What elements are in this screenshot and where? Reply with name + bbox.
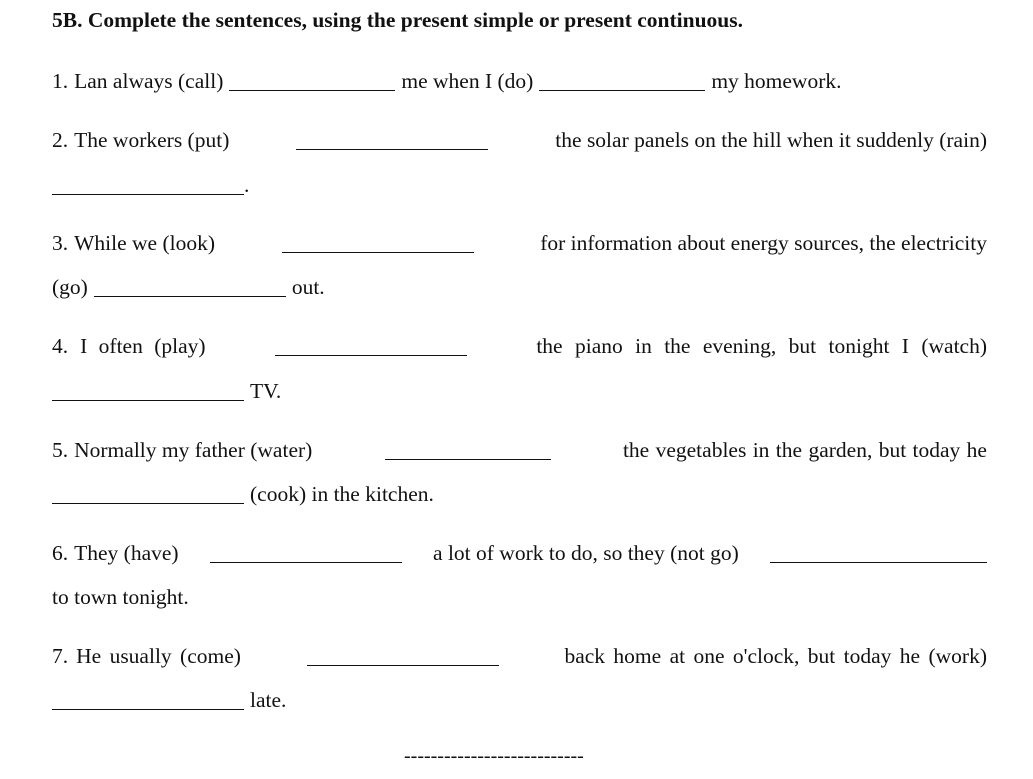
question-5-line-2 [52,479,987,509]
footer-separator: --------------------------- [404,745,584,767]
question-text: late. [250,688,287,712]
question-text: me when I (do) [401,69,534,93]
question-text: The workers (put) [74,128,230,152]
answer-blank-2b[interactable] [52,174,244,195]
question-lead [52,435,312,465]
answer-blank-6b[interactable] [770,542,987,563]
question-text: Normally my father (water) [74,438,313,462]
question-number: 5. [52,438,69,462]
question-2-line-1 [52,125,987,155]
question-text: for information about energy sources, the electricity [540,231,987,255]
answer-blank-3a[interactable] [282,232,474,253]
question-4-line-2 [52,376,987,406]
question-text: I often (play) [80,334,206,358]
exercise-title: 5B. Complete the sentences, using the present simple or present continuous. [52,8,743,32]
question-3-line-1 [52,228,987,258]
answer-blank-1a[interactable] [229,70,395,91]
question-text: (cook) in the kitchen. [250,482,434,506]
question-number: 3. [52,231,69,255]
question-5-line-1 [52,435,987,465]
question-number: 4. [52,334,69,358]
answer-blank-5a[interactable] [385,439,551,460]
question-number: 1. [52,69,69,93]
question-lead [52,641,241,671]
answer-blank-7b[interactable] [52,689,244,710]
answer-blank-2a[interactable] [296,129,488,150]
question-text: They (have) [74,541,179,565]
answer-blank-5b[interactable] [52,483,244,504]
answer-blank-4b[interactable] [52,380,244,401]
question-lead [52,538,179,568]
question-number: 6. [52,541,69,565]
question-text: my homework. [711,69,842,93]
question-text: the vegetables in the garden, but today he [622,438,987,462]
question-text: a lot of work to do, so they (not go) [433,541,739,565]
question-text: the solar panels on the hill when it suddenly (rain) [555,128,987,152]
question-2-line-2 [52,170,987,200]
question-7-line-2 [52,685,987,715]
question-6-line-2 [52,582,987,612]
question-text: While we (look) [74,231,216,255]
question-text: the piano in the evening, but tonight I (watch) [536,334,987,358]
question-text: Lan always (call) [74,69,224,93]
answer-blank-1b[interactable] [539,70,705,91]
question-1-line-1 [52,66,987,96]
answer-blank-3b[interactable] [94,276,286,297]
question-lead [52,125,229,155]
question-text: He usually (come) [76,644,241,668]
question-text: TV. [250,379,282,403]
answer-blank-4a[interactable] [275,335,467,356]
question-text: . [244,173,250,197]
answer-blank-7a[interactable] [307,645,499,666]
question-text: out. [291,275,325,299]
question-number: 7. [52,644,69,668]
question-4-line-1 [52,331,987,361]
question-lead [52,331,206,361]
question-6-line-1 [52,538,987,568]
question-text: back home at one o'clock, but today he (work) [564,644,987,668]
question-7-line-1 [52,641,987,671]
question-number: 2. [52,128,69,152]
question-3-line-2 [52,272,987,302]
question-text: to town tonight. [52,585,189,609]
question-lead [52,228,215,258]
question-text: (go) [52,275,88,299]
answer-blank-6a[interactable] [210,542,402,563]
